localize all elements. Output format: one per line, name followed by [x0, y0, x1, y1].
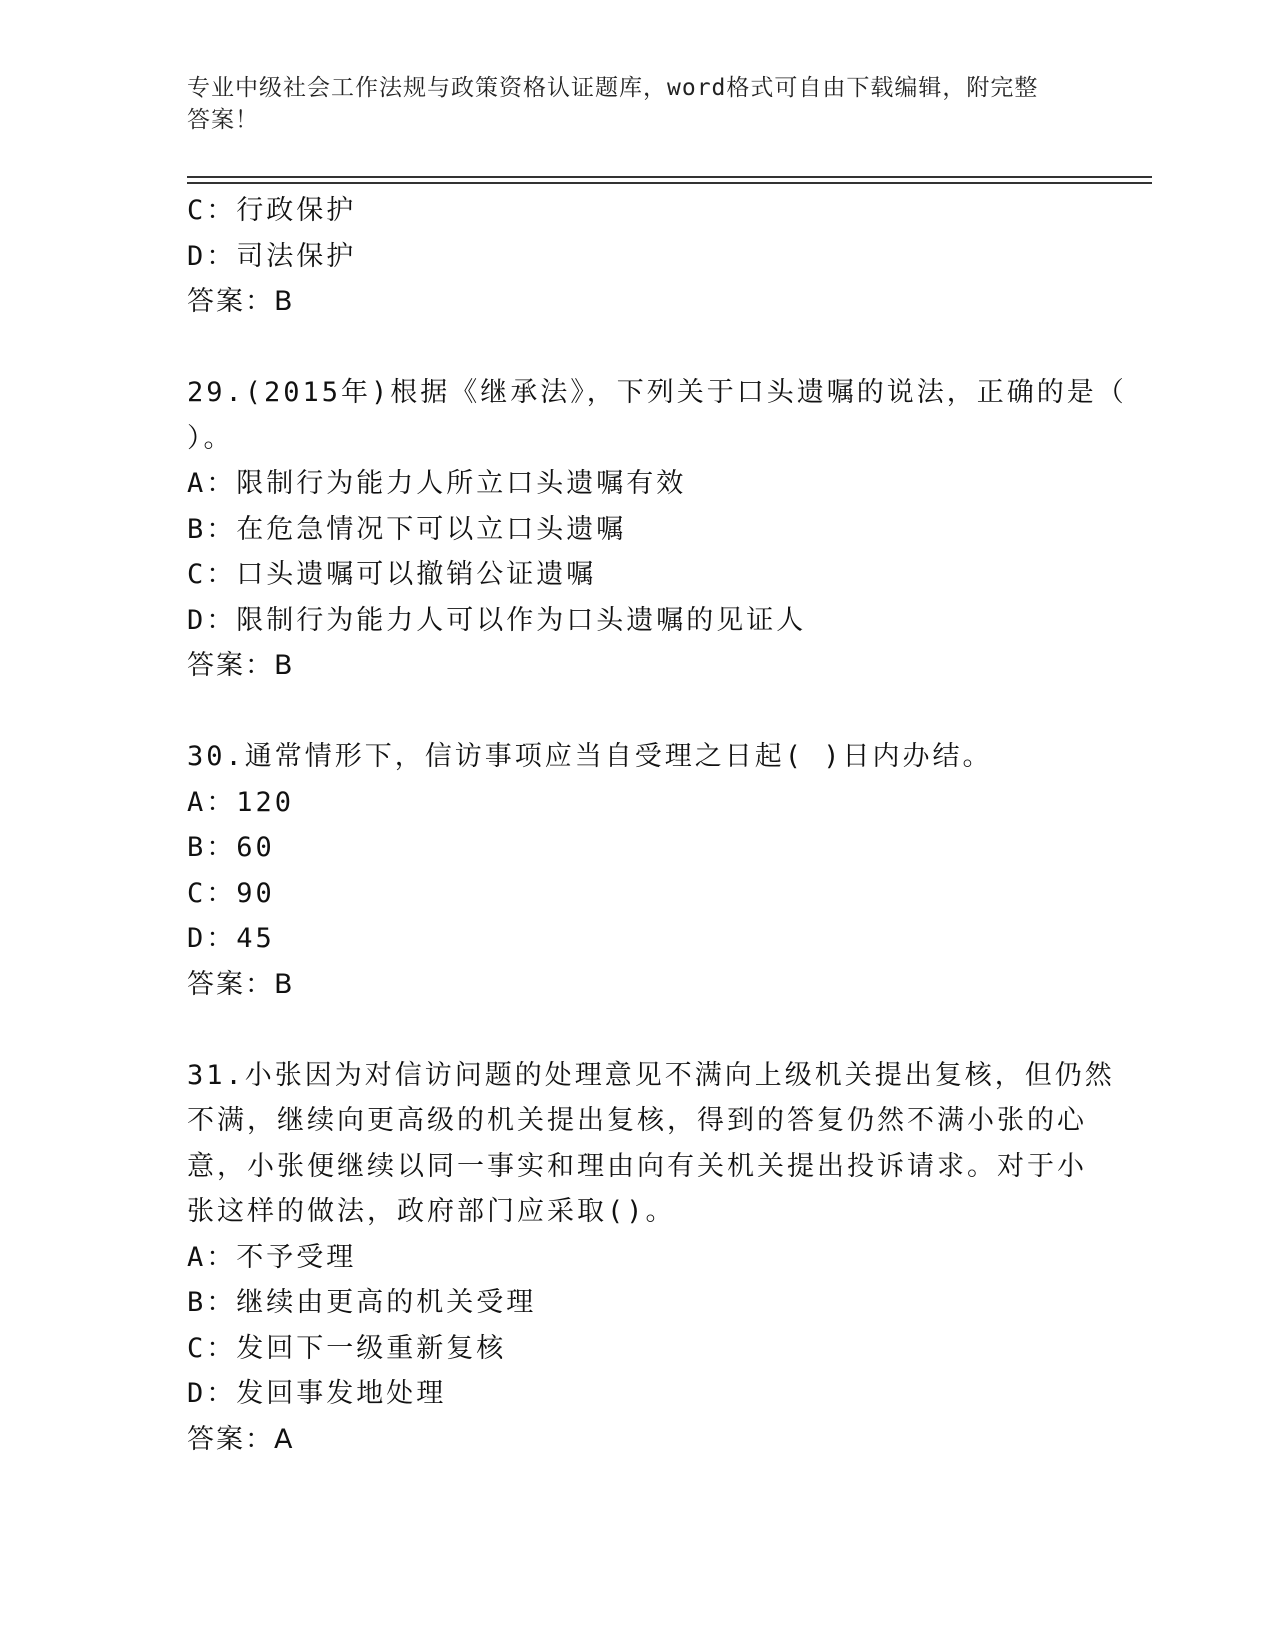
answer-line: 答案：B [187, 650, 295, 681]
option-b: B：60 [187, 832, 275, 863]
question-stem: 29.(2015年)根据《继承法》，下列关于口头遗嘱的说法，正确的是（ [187, 377, 1127, 408]
header-line-1: 专业中级社会工作法规与政策资格认证题库，word格式可自由下载编辑，附完整 [187, 75, 1039, 101]
question-stem: 30.通常情形下，信访事项应当自受理之日起( )日内办结。 [187, 741, 993, 772]
option-d: D：司法保护 [187, 240, 357, 272]
question-stem: 31.小张因为对信访问题的处理意见不满向上级机关提出复核，但仍然 [187, 1059, 1115, 1091]
header-divider-bottom [187, 182, 1152, 184]
option-a: A：120 [187, 786, 295, 818]
option-d: D：45 [187, 923, 275, 954]
option-b: B：继续由更高的机关受理 [187, 1287, 537, 1318]
option-b: B：在危急情况下可以立口头遗嘱 [187, 513, 627, 545]
option-c: C：90 [187, 877, 275, 909]
answer-line: 答案：A [187, 1423, 295, 1455]
option-c: C：口头遗嘱可以撤销公证遗嘱 [187, 559, 597, 590]
spacer [187, 1007, 1087, 1053]
answer-line: 答案：B [187, 968, 295, 1000]
option-d: D：限制行为能力人可以作为口头遗嘱的见证人 [187, 604, 807, 636]
question-30 [187, 734, 1087, 1007]
option-c: C：发回下一级重新复核 [187, 1332, 507, 1364]
question-28-tail [187, 188, 1087, 325]
option-a: A：限制行为能力人所立口头遗嘱有效 [187, 468, 687, 499]
question-31 [187, 1053, 1115, 1463]
spacer [187, 689, 1087, 735]
option-a: A：不予受理 [187, 1241, 357, 1273]
header-divider-top [187, 176, 1152, 178]
question-stem-continued: 意，小张便继续以同一事实和理由向有关机关提出投诉请求。对于小 [187, 1150, 1087, 1182]
question-content [187, 188, 1127, 1462]
option-d: D：发回事发地处理 [187, 1378, 447, 1409]
question-stem-continued: 张这样的做法，政府部门应采取()。 [187, 1196, 676, 1227]
question-29 [187, 370, 1127, 689]
option-c: C：行政保护 [187, 195, 357, 226]
header-line-2: 答案！ [187, 107, 259, 133]
answer-line: 答案：B [187, 286, 295, 317]
document-header [187, 72, 1067, 136]
spacer [187, 325, 1087, 371]
question-stem-continued: ）。 [187, 422, 234, 454]
question-stem-continued: 不满，继续向更高级的机关提出复核，得到的答复仍然不满小张的心 [187, 1105, 1087, 1136]
